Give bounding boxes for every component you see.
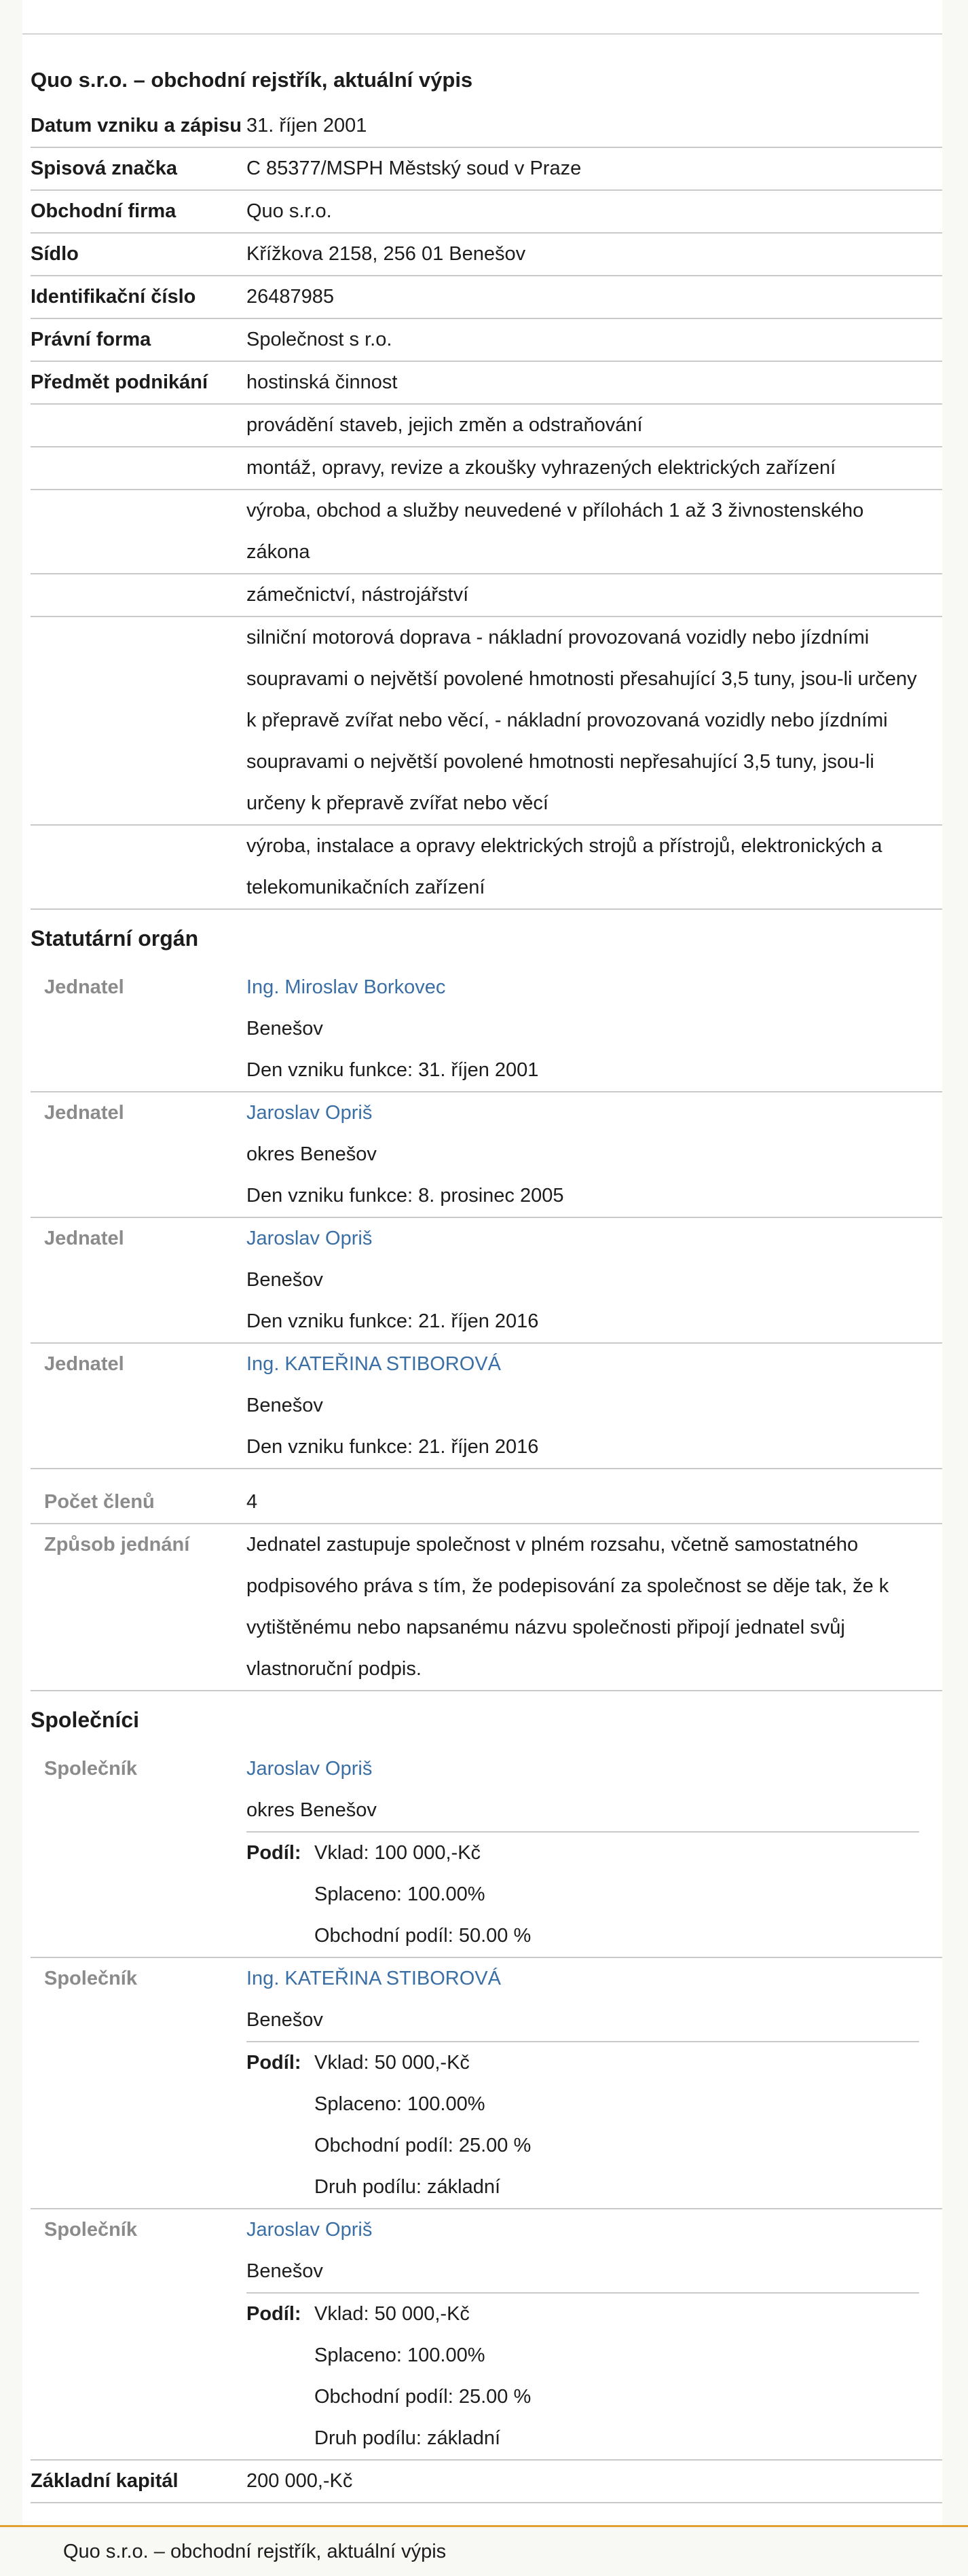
activity-row (31, 490, 942, 574)
activity-item: silniční motorová doprava - nákladní provozovaná vozidly nebo jízdními soupravami o největší povolené hmotnosti přesahující 3,5 tuny, jsou-li určeny k přepravě zvířat nebo věcí, - nákladní provozovaná vozidly nebo jízdními soupravami o největší povolené hmotnosti nepřesahující 3,5 tuny, jsou-li určeny k přepravě zvířat nebo věcí (246, 627, 917, 814)
top-divider (22, 33, 942, 35)
capital-value: 200 000,-Kč (246, 2470, 353, 2492)
activity-item: hostinská činnost (246, 371, 398, 393)
share-line: Splaceno: 100.00% (314, 2344, 485, 2366)
share-line: Obchodní podíl: 50.00 % (314, 1925, 532, 1947)
acting-method-row (31, 1524, 942, 1691)
member-name-link[interactable]: Jaroslav Opriš (246, 1228, 373, 1249)
share-block (246, 1831, 919, 1957)
partner-entry (31, 1748, 942, 1958)
member-since: Den vzniku funkce: 8. prosinec 2005 (246, 1185, 564, 1207)
share-line: Vklad: 50 000,-Kč (314, 2303, 470, 2325)
business-activities (31, 362, 942, 910)
partner-role: Společník (44, 1758, 137, 1780)
partner-details (246, 1748, 942, 1957)
share-lines (314, 2294, 919, 2459)
register-extract (31, 54, 942, 2503)
share-label: Podíl: (246, 2052, 301, 2074)
member-count-row (31, 1482, 942, 1524)
page-title: Quo s.r.o. – obchodní rejstřík, aktuální výpis (31, 68, 473, 92)
partner-entry (31, 1958, 942, 2209)
partners-title: Společníci (31, 1708, 140, 1732)
share-line: Splaceno: 100.00% (314, 2093, 485, 2115)
activity-item: výroba, obchod a služby neuvedené v přílohách 1 až 3 živnostenského zákona (246, 500, 864, 563)
partner-place: Benešov (246, 2260, 323, 2282)
partner-role: Společník (44, 2219, 137, 2241)
document-sheet (22, 0, 942, 2526)
capital-label: Základní kapitál (31, 2470, 179, 2492)
partner-place: Benešov (246, 2009, 323, 2031)
field-row (31, 191, 942, 234)
activity-item: zámečnictví, nástrojářství (246, 584, 469, 606)
activity-row (31, 447, 942, 490)
partner-details (246, 1958, 942, 2208)
share-block (246, 2041, 919, 2208)
statutory-member (31, 1092, 942, 1218)
activity-row (31, 405, 942, 447)
share-line: Vklad: 50 000,-Kč (314, 2052, 470, 2074)
field-value: Quo s.r.o. (246, 200, 332, 222)
activity-row (31, 826, 942, 910)
member-role: Jednatel (44, 976, 124, 998)
member-name-link[interactable]: Ing. Miroslav Borkovec (246, 976, 446, 998)
share-label: Podíl: (246, 1842, 301, 1864)
footer-title: Quo s.r.o. – obchodní rejstřík, aktuální výpis (63, 2541, 447, 2562)
acting-method-value: Jednatel zastupuje společnost v plném rozsahu, včetně samostatného podpisového práva s tím, že podepisování za společnost se děje tak, že k vytištěnému nebo napsanému názvu společnosti připojí jednatel svůj vlastnoruční podpis. (246, 1534, 889, 1680)
field-row (31, 148, 942, 191)
field-label: Spisová značka (31, 158, 177, 179)
share-lines (314, 2042, 919, 2208)
capital-row (31, 2461, 942, 2503)
activities-label-empty (31, 574, 246, 616)
member-since: Den vzniku funkce: 21. říjen 2016 (246, 1436, 539, 1458)
acting-method-label: Způsob jednání (44, 1534, 190, 1556)
footer-divider (0, 2525, 968, 2527)
member-details (246, 967, 942, 1091)
field-row (31, 276, 942, 319)
member-role: Jednatel (44, 1102, 124, 1124)
partner-place: okres Benešov (246, 1799, 377, 1821)
activities-label: Předmět podnikání (31, 371, 208, 393)
partner-name-link[interactable]: Ing. KATEŘINA STIBOROVÁ (246, 1968, 501, 1989)
share-line: Druh podílu: základní (314, 2176, 501, 2198)
field-value: C 85377/MSPH Městský soud v Praze (246, 158, 582, 179)
activities-label-empty (31, 405, 246, 446)
statutory-member (31, 1344, 942, 1469)
member-name-link[interactable]: Ing. KATEŘINA STIBOROVÁ (246, 1353, 501, 1375)
activity-row (31, 617, 942, 826)
share-lines (314, 1833, 919, 1957)
field-value: Společnost s r.o. (246, 329, 392, 350)
statutory-members (31, 967, 942, 1469)
share-label: Podíl: (246, 2303, 301, 2325)
activities-label-empty (31, 617, 246, 824)
member-place: Benešov (246, 1018, 323, 1039)
activity-item: výroba, instalace a opravy elektrických strojů a přístrojů, elektronických a telekomunikačních zařízení (246, 835, 882, 898)
partner-role: Společník (44, 1968, 137, 1989)
member-since: Den vzniku funkce: 31. říjen 2001 (246, 1059, 539, 1081)
activities-label-empty (31, 490, 246, 573)
field-row (31, 319, 942, 362)
field-row (31, 234, 942, 276)
share-block (246, 2292, 919, 2459)
partner-name-link[interactable]: Jaroslav Opriš (246, 1758, 373, 1780)
member-count-value: 4 (246, 1491, 258, 1513)
field-label: Identifikační číslo (31, 286, 196, 308)
statutory-body-title: Statutární orgán (31, 926, 199, 951)
share-line: Obchodní podíl: 25.00 % (314, 2135, 532, 2156)
member-place: okres Benešov (246, 1143, 377, 1165)
statutory-member (31, 967, 942, 1092)
activities-label-empty (31, 447, 246, 489)
basic-fields (31, 105, 942, 362)
partner-entry (31, 2209, 942, 2461)
statutory-member (31, 1218, 942, 1344)
member-details (246, 1218, 942, 1342)
activities-label-empty (31, 826, 246, 908)
activity-row (31, 362, 942, 405)
field-label: Datum vzniku a zápisu (31, 115, 242, 136)
activity-item: provádění staveb, jejich změn a odstraňování (246, 414, 643, 436)
partner-details (246, 2209, 942, 2459)
partner-name-link[interactable]: Jaroslav Opriš (246, 2219, 373, 2241)
field-label: Sídlo (31, 243, 79, 265)
member-place: Benešov (246, 1395, 323, 1416)
partners-list (31, 1748, 942, 2461)
activity-row (31, 574, 942, 617)
member-role: Jednatel (44, 1228, 124, 1249)
field-value: 26487985 (246, 286, 335, 308)
share-line: Obchodní podíl: 25.00 % (314, 2386, 532, 2408)
field-label: Obchodní firma (31, 200, 176, 222)
member-place: Benešov (246, 1269, 323, 1291)
field-row (31, 105, 942, 148)
share-line: Vklad: 100 000,-Kč (314, 1842, 481, 1864)
share-line: Druh podílu: základní (314, 2427, 501, 2449)
member-details (246, 1092, 942, 1217)
member-count-label: Počet členů (44, 1491, 155, 1513)
member-details (246, 1344, 942, 1468)
field-label: Právní forma (31, 329, 151, 350)
share-line: Splaceno: 100.00% (314, 1883, 485, 1905)
member-role: Jednatel (44, 1353, 124, 1375)
member-since: Den vzniku funkce: 21. říjen 2016 (246, 1310, 539, 1332)
field-value: Křížkova 2158, 256 01 Benešov (246, 243, 526, 265)
field-value: 31. říjen 2001 (246, 115, 367, 136)
activity-item: montáž, opravy, revize a zkoušky vyhrazených elektrických zařízení (246, 457, 836, 479)
member-name-link[interactable]: Jaroslav Opriš (246, 1102, 373, 1124)
